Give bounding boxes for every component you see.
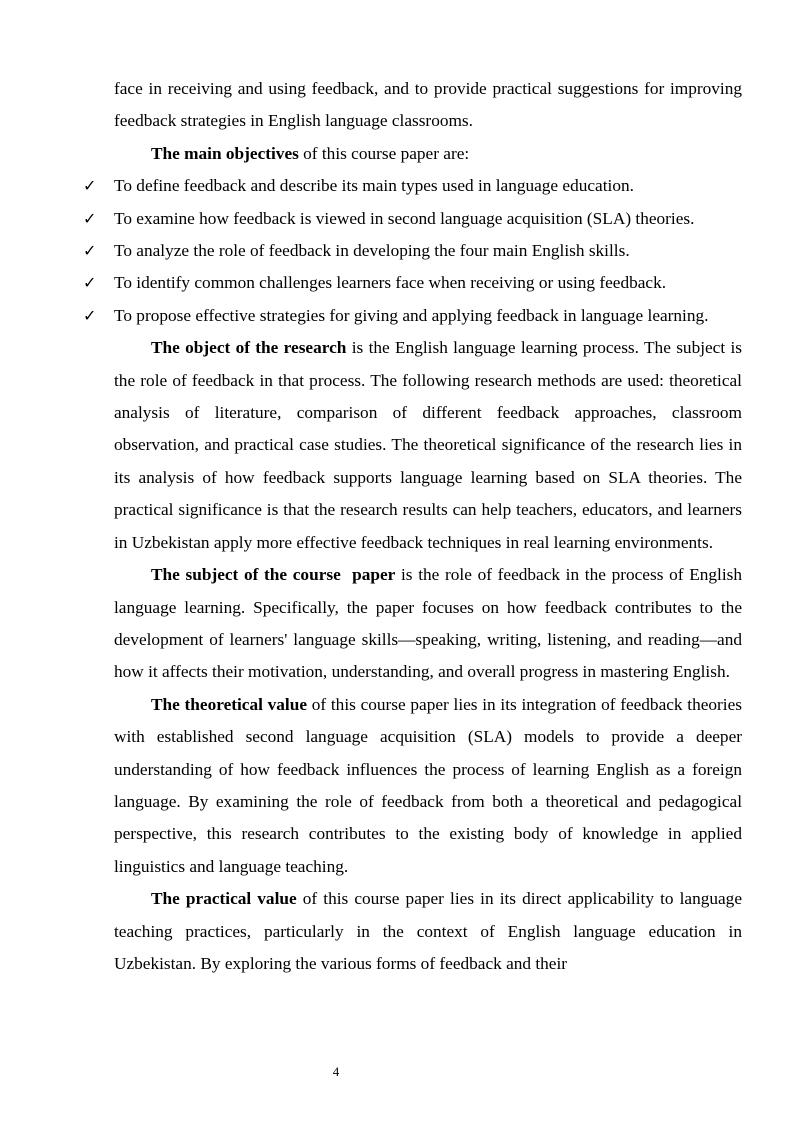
- practical-value-heading: The practical value: [151, 889, 297, 909]
- page-number: 4: [332, 1064, 340, 1079]
- objective-text: To identify common challenges learners face when receiving or using feedback.: [114, 273, 667, 293]
- object-of-research-paragraph: [114, 332, 742, 559]
- check-icon: ✓: [83, 273, 97, 293]
- objectives-list: [83, 170, 742, 332]
- check-icon: ✓: [83, 208, 97, 228]
- objective-item: [83, 203, 742, 235]
- theoretical-value-paragraph: [114, 689, 742, 883]
- theoretical-value-heading: The theoretical value: [151, 694, 308, 714]
- body-text: [83, 73, 743, 980]
- check-icon: ✓: [83, 241, 97, 261]
- practical-value-text: of this course paper lies in its direct applicability to language teaching practices, particularly in the context of English language education in Uzbekistan. By exploring the various forms of feedback and their: [114, 889, 742, 973]
- subject-text: is the role of feedback in the process of English language learning. Specifically, the paper focuses on how feedback contributes to the development of learners' language skills—speaking, writing, listening, and reading—and how it affects their motivation, understanding, and overall progress in mastering English.: [114, 565, 742, 682]
- subject-heading: The subject of the course paper: [151, 565, 396, 585]
- objective-item: [83, 235, 742, 267]
- intro-paragraph-tail: face in receiving and using feedback, and to provide practical suggestions for improving feedback strategies in English language classrooms.: [114, 79, 742, 131]
- objective-text: To define feedback and describe its main types used in language education.: [114, 176, 634, 196]
- practical-value-paragraph: [114, 883, 742, 980]
- object-of-research-heading: The object of the research: [151, 338, 347, 358]
- objectives-lead: [114, 138, 742, 170]
- subject-paragraph: [114, 559, 742, 689]
- objective-item: [83, 267, 742, 299]
- check-icon: ✓: [83, 176, 97, 196]
- check-icon: ✓: [83, 305, 97, 325]
- objective-item: [83, 300, 742, 332]
- objective-text: To propose effective strategies for giving and applying feedback in language learning.: [114, 305, 709, 325]
- theoretical-value-text: of this course paper lies in its integration of feedback theories with established second language acquisition (SLA) models to provide a deeper understanding of how feedback influences the process of learning English as a foreign language. By examining the role of feedback from both a theoretical and pedagogical perspective, this research contributes to the existing body of knowledge in applied linguistics and language teaching.: [114, 694, 742, 876]
- objective-item: [83, 170, 742, 202]
- objectives-lead-text: of this course paper are:: [298, 143, 470, 163]
- objectives-heading: The main objectives: [151, 143, 299, 163]
- objective-text: To examine how feedback is viewed in second language acquisition (SLA) theories.: [114, 208, 695, 228]
- object-of-research-text: is the English language learning process. The subject is the role of feedback in that process. The following research methods are used: theoretical analysis of literature, comparison of different feedback approaches, classroom observation, and practical case studies. The theoretical significance of the research lies in its analysis of how feedback supports language learning based on SLA theories. The practical significance is that the research results can help teachers, educators, and learners in Uzbekistan apply more effective feedback techniques in real learning environments.: [114, 338, 743, 552]
- objective-text: To analyze the role of feedback in developing the four main English skills.: [114, 241, 630, 261]
